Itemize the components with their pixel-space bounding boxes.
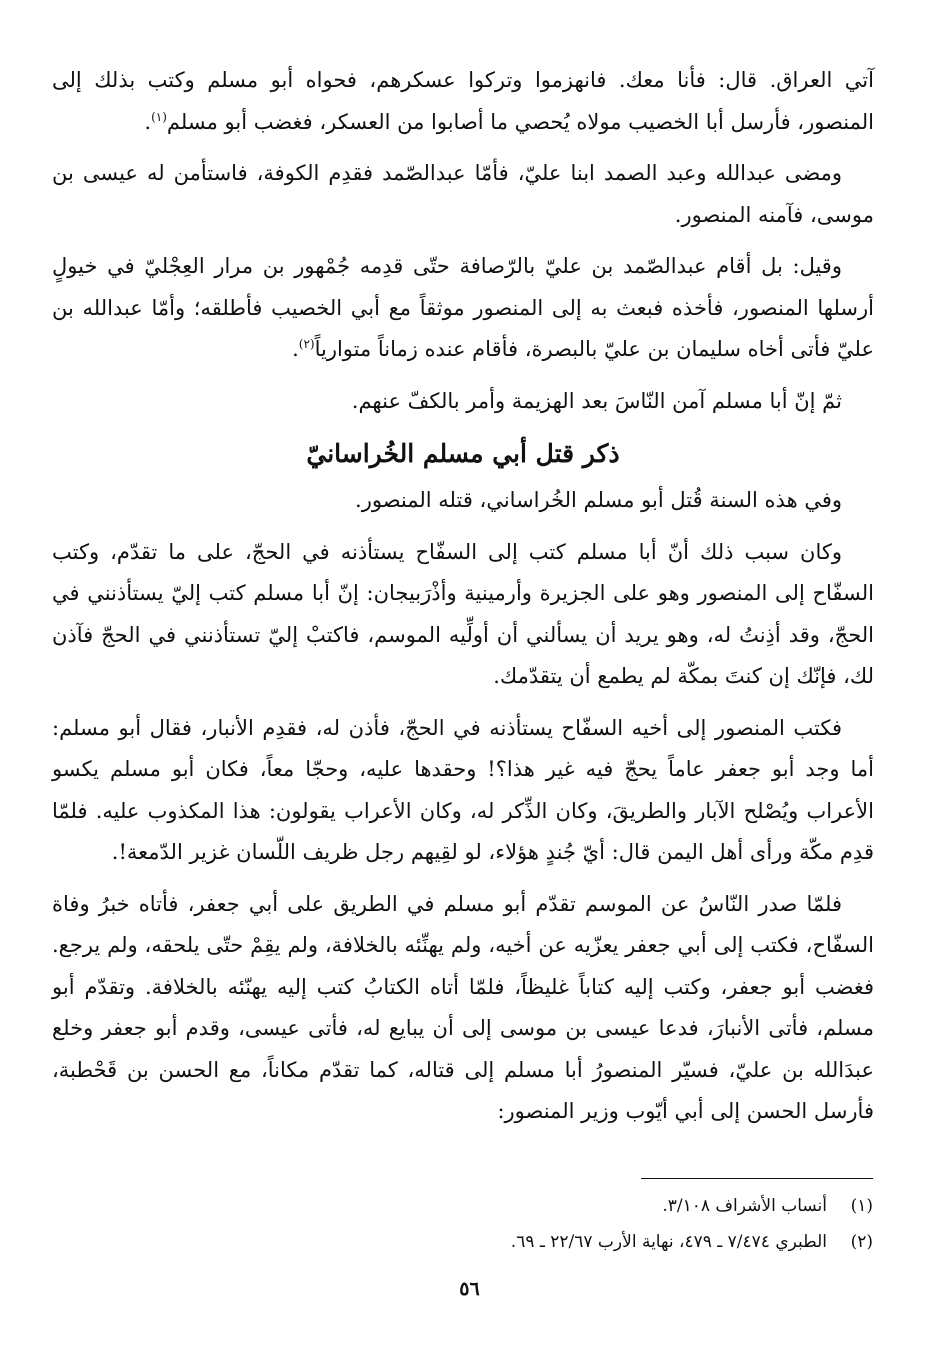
footnote-1-text: أنساب الأشراف ٣/١٠٨. (662, 1196, 827, 1216)
paragraph-8 (52, 884, 874, 1133)
paragraph-7 (52, 708, 874, 874)
paragraph-8-text: فلمّا صدر النّاسُ عن الموسم تقدّم أبو مسلم في الطريق على أبي جعفر، فأتاه خبرُ وفاة السفّاح، فكتب إلى أبي جعفر يعزّيه عن أخيه، ولم يهنِّئه بالخلافة، ولم يقِمْ حتّى يلحقه، ولم يرجع. فغضب أبو جعفر، وكتب إليه كتاباً غليظاً، فلمّا أتاه الكتابُ كتب إليه يهنّئه بالخلافة. وتقدّم أبو مسلم، فأتى الأنبارَ، فدعا عيسى بن موسى إلى أن يبايع له، فأتى عيسى، وقدم أبو جعفر وخلع عبدَالله بن عليّ، فسيّر المنصورُ أبا مسلم إلى قتاله، كما تقدّم مكاناً، مع الحسن بن قَحْطبة، فأرسل الحسن إلى أبي أيّوب وزير المنصور: (52, 891, 874, 1123)
footnote-2-text: الطبري ٧/٤٧٤ ـ ٤٧٩، نهاية الأرب ٢٢/٦٧ ـ ٦٩. (510, 1232, 827, 1252)
paragraph-3-end: . (292, 337, 299, 361)
footnote-2 (373, 1224, 873, 1260)
paragraph-5-text: وفي هذه السنة قُتل أبو مسلم الخُراساني، قتله المنصور. (355, 488, 842, 512)
footnote-2-number: (٢) (850, 1232, 873, 1252)
footnote-divider (641, 1178, 873, 1179)
footnote-1-number: (١) (850, 1196, 873, 1216)
paragraph-5 (52, 480, 874, 522)
footnotes (373, 1188, 873, 1260)
paragraph-2 (52, 153, 874, 236)
paragraph-1-text: آتي العراق. قال: فأنا معك. فانهزموا وتركوا عسكرهم، فحواه أبو مسلم وكتب بذلك إلى المنصور، فأرسل أبا الخصيب مولاه يُحصي ما أصابوا من العسكر، فغضب أبو مسلم (52, 68, 874, 134)
paragraph-3 (52, 246, 874, 371)
paragraph-7-text: فكتب المنصور إلى أخيه السفّاح يستأذنه في الحجّ، فأذن له، فقدِم الأنبار، فقال أبو مسلم: أما وجد أبو جعفر عاماً يحجّ فيه غير هذا؟! وحقدها عليه، وحجّا معاً، فكان أبو مسلم يكسو الأعراب ويُصْلح الآبار والطريقَ، وكان الذِّكر له، وكان الأعراب يقولون: هذا المكذوب عليه. فلمّا قدِم مكّة ورأى أهل اليمن قال: أيّ جُندٍ هؤلاء، لو لقِيهم رجل ظريف اللّسان غزير الدّمعة!. (52, 715, 874, 864)
page-body (52, 60, 874, 1143)
section-title: ذكر قتل أبي مسلم الخُراسانيّ (306, 439, 620, 468)
paragraph-1 (52, 60, 874, 143)
page-number: ٥٦ (459, 1278, 480, 1300)
paragraph-4 (52, 381, 874, 423)
footnote-ref-1: (١) (151, 109, 167, 124)
paragraph-1-end: . (144, 109, 152, 134)
paragraph-2-text: ومضى عبدالله وعبد الصمد ابنا عليّ، فأمّا عبدالصّمد فقدِم الكوفة، فاستأمن له عيسى بن موسى، فآمنه المنصور. (52, 161, 874, 227)
footnote-1 (373, 1188, 873, 1224)
paragraph-6-text: وكان سبب ذلك أنّ أبا مسلم كتب إلى السفّاح يستأذنه في الحجّ، على ما تقدّم، وكتب السفّاح إلى المنصور وهو على الجزيرة وأرمينية وأذْرَبيجان: إنّ أبا مسلم كتب إليّ يستأذنني في الحجّ، وقد أذِنتُ له، وهو يريد أن يسألني أن أولِّيه الموسم، فاكتبْ إليّ تستأذنني في الحجّ فآذن لك، فإنّك إن كنتَ بمكّة لم يطمع أن يتقدّمك. (52, 539, 874, 688)
paragraph-4-text: ثمّ إنّ أبا مسلم آمن النّاسَ بعد الهزيمة وأمر بالكفّ عنهم. (351, 388, 842, 413)
footnote-ref-2: (٢) (298, 337, 315, 351)
paragraph-3-text: وقيل: بل أقام عبدالصّمد بن عليّ بالرّصافة حتّى قدِمه جُمْهور بن مرار العِجْليّ في خيولٍ أرسلها المنصور، فأخذه فبعث به إلى المنصور موثقاً مع أبي الخصيب فأطلقه؛ وأمّا عبدالله بن عليّ فأتى أخاه سليمان بن عليّ بالبصرة، فأقام عنده زماناً متوارياً (52, 254, 874, 361)
paragraph-6 (52, 532, 874, 698)
